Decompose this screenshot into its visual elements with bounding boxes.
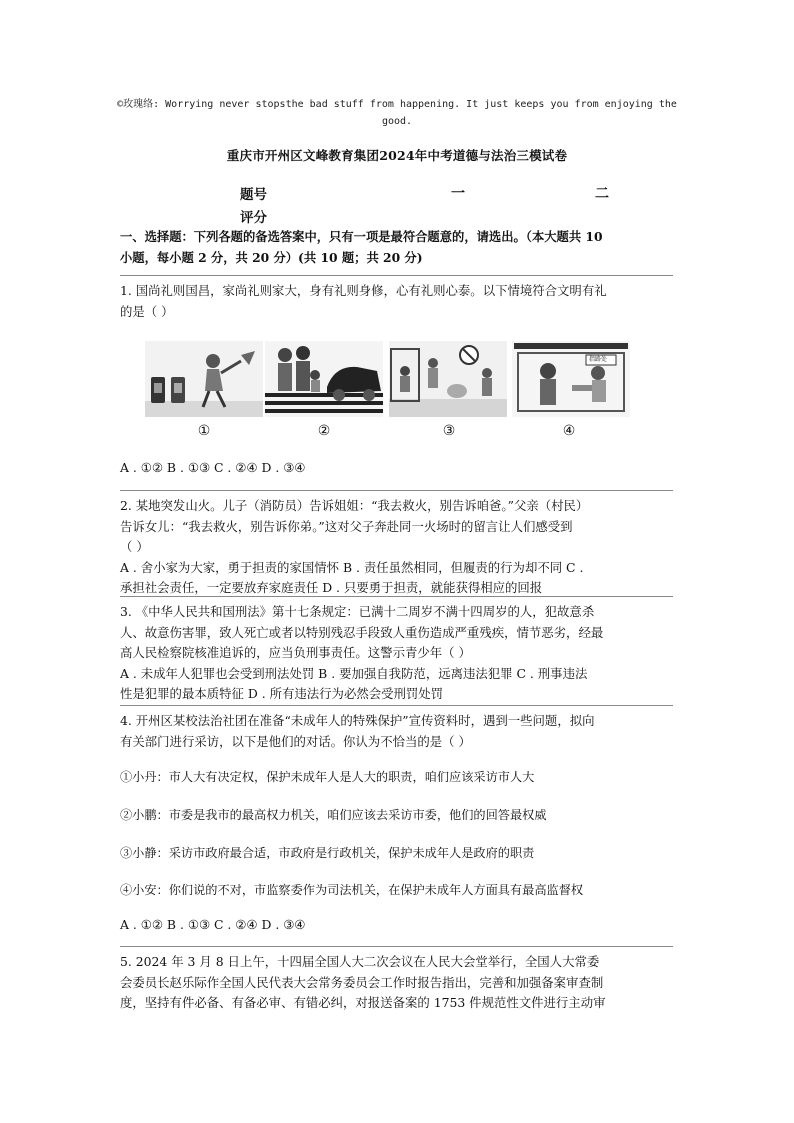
- question-4-item-4: ④小安：你们说的不对，市监察委作为司法机关，在保护未成年人方面具有最高监督权: [120, 883, 584, 897]
- question-2-line1: 2. 某地突发山火。儿子（消防员）告诉姐姐：“我去救火，别告诉咱爸。”父亲（村民）: [120, 498, 589, 513]
- picture-number-2: ②: [317, 423, 331, 439]
- picture-1: [145, 341, 263, 417]
- picture-number-3: ③: [442, 423, 456, 439]
- question-1-line1: 1. 国尚礼则国昌，家尚礼则家大，身有礼则身修，心有礼则心泰。以下情境符合文明有礼: [120, 283, 607, 298]
- section-heading: [120, 226, 680, 268]
- divider: [120, 490, 673, 491]
- score-row-label-question: 题号: [240, 187, 267, 203]
- question-5-line3: 度，坚持有件必备、有备必审、有错必纠，对报送备案的 1753 件规范性文件进行主动审: [120, 995, 606, 1010]
- picture-2: [265, 341, 383, 417]
- question-4-line2: 有关部门进行采访，以下是他们的对话。你认为不恰当的是（ ）: [120, 733, 471, 749]
- question-2-option-line2: 承担社会责任，一定要放弃家庭责任 D . 只要勇于担责，就能获得相应的回报: [120, 580, 543, 595]
- question-2-line2: 告诉女儿：“我去救火，别告诉你弟。”这对父子奔赴同一火场时的留言让人们感受到: [120, 518, 573, 534]
- question-1-line2: 的是（ ）: [120, 303, 174, 319]
- header-quote-line2: good.: [381, 116, 413, 127]
- question-4-item-3: ③小静：采访市政府最合适，市政府是行政机关，保护未成年人是政府的职责: [120, 846, 535, 860]
- picture-3: [389, 341, 507, 417]
- divider: [120, 705, 673, 706]
- question-3-line1: 3. 《中华人民共和国刑法》第十七条规定：已满十二周岁不满十四周岁的人，犯故意杀: [120, 604, 595, 619]
- picture-4: [512, 341, 630, 417]
- score-col-two: 二: [595, 186, 609, 202]
- question-3: [120, 602, 676, 705]
- question-5: [120, 952, 676, 1014]
- score-col-one: 一: [451, 186, 465, 202]
- question-1-options: A . ①② B . ①③ C . ②④ D . ③④: [120, 460, 306, 475]
- exam-title: 重庆市开州区文峰教育集团2024年中考道德与法治三模试卷: [226, 148, 568, 163]
- picture-4-sign: 指路处: [589, 356, 608, 363]
- header-quote: [110, 96, 684, 130]
- section-heading-line1: 一、选择题：下列各题的备选答案中，只有一项是最符合题意的，请选出。（本大题共 10: [120, 229, 603, 244]
- picture-number-1: ①: [197, 423, 211, 439]
- divider: [120, 275, 673, 276]
- question-3-option-line1: A . 未成年人犯罪也会受到刑法处罚 B . 要加强自我防范，远离违法犯罪 C . 刑事违法: [120, 665, 588, 681]
- divider: [120, 596, 673, 597]
- question-5-line1: 5. 2024 年 3 月 8 日上午，十四届全国人大二次会议在人民大会堂举行，全国人大常委: [120, 954, 600, 969]
- score-row-label-score: 评分: [240, 210, 267, 226]
- section-heading-line2: 小题，每小题 2 分，共 20 分）(共 10 题；共 20 分): [120, 250, 423, 265]
- question-2: [120, 496, 676, 599]
- question-4: [120, 711, 676, 752]
- picture-number-4: ④: [562, 423, 576, 439]
- question-5-line2: 会委员长赵乐际作全国人民代表大会常务委员会工作时报告指出，完善和加强备案审查制: [120, 974, 604, 990]
- question-3-line2: 人、故意伤害罪，致人死亡或者以特别残忍手段致人重伤造成严重残疾，情节恶劣，经最: [120, 624, 604, 640]
- header-quote-line1: ©玫瑰络: Worrying never stopsthe bad stuff from happening. It just keeps you from enjoying the: [117, 99, 677, 110]
- question-4-item-1: ①小丹：市人大有决定权，保护未成年人是人大的职责，咱们应该采访市人大: [120, 770, 535, 784]
- question-2-line3: （ ）: [120, 539, 149, 554]
- question-4-line1: 4. 开州区某校法治社团在准备“未成年人的特殊保护”宣传资料时，遇到一些问题，拟向: [120, 713, 595, 728]
- question-3-line3: 高人民检察院核准追诉的，应当负刑事责任。这警示青少年（ ）: [120, 645, 471, 660]
- question-4-options: A . ①② B . ①③ C . ②④ D . ③④: [120, 917, 306, 932]
- question-4-item-2: ②小鹏：市委是我市的最高权力机关，咱们应该去采访市委，他们的回答最权威: [120, 808, 547, 822]
- divider: [120, 946, 673, 947]
- question-2-option-line1: A . 舍小家为大家，勇于担责的家国情怀 B . 责任虽然相同，但履责的行为却不同 C .: [120, 559, 584, 575]
- question-1: [120, 281, 676, 322]
- question-3-option-line2: 性是犯罪的最本质特征 D . 所有违法行为必然会受刑罚处罚: [120, 686, 444, 701]
